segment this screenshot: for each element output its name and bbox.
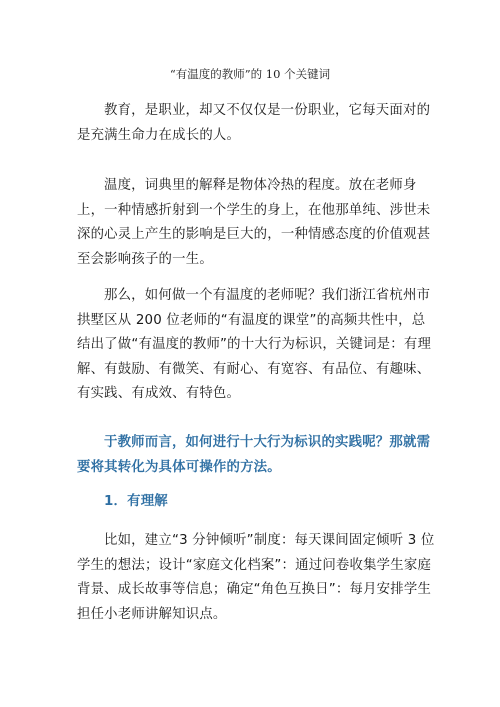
paragraph-understanding-examples: 比如，建立“3 分钟倾听”制度：每天课间固定倾听 3 位学生的想法；设计“家庭文化档案”：通过问卷收集学生家庭背景、成长故事等信息；确定“角色互换日”：每月安排学生担任小老师讲解知识点。 (77, 533, 435, 622)
section-heading-understanding: 1．有理解 (104, 494, 168, 509)
paragraph-ten-behaviors: 那么，如何做一个有温度的老师呢？我们浙江省杭州市拱墅区从 200 位老师的“有温度的课堂”的高频共性中，总结出了做“有温度的教师”的十大行为标识，关键词是：有理解、有鼓励、有微笑、有耐心、有宽容、有品位、有趣味、有实践、有成效、有特色。 (77, 288, 432, 402)
document-title: “有温度的教师”的 10 个关键词 (169, 67, 331, 81)
paragraph-temperature-definition: 温度，词典里的解释是物体冷热的程度。放在老师身上，一种情感折射到一个学生的身上，在他那单纯、涉世未深的心灵上产生的影响是巨大的，一种情感态度的价值观甚至会影响孩子的一生。 (77, 178, 431, 267)
paragraph-practice-question: 于教师而言，如何进行十大行为标识的实践呢？那就需要将其转化为具体可操作的方法。 (77, 435, 431, 475)
paragraph-intro: 教育，是职业，却又不仅仅是一份职业，它每天面对的是充满生命力在成长的人。 (77, 103, 431, 143)
